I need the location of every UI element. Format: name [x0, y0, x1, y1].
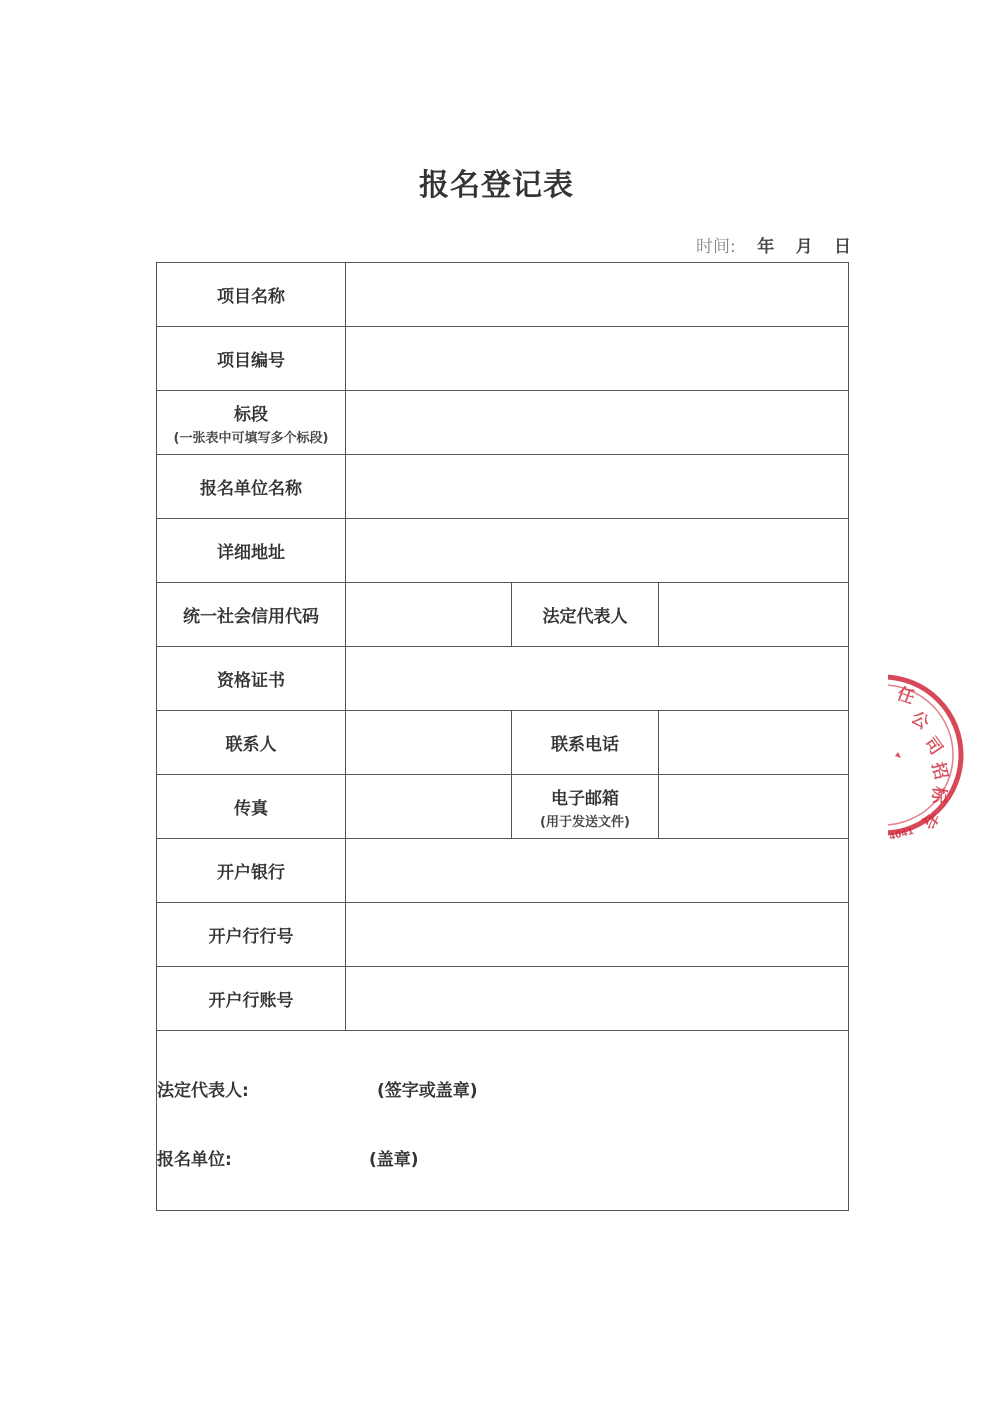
bank-account-field[interactable]	[346, 967, 849, 1031]
project-no-label: 项目编号	[157, 327, 346, 391]
project-no-field[interactable]	[346, 327, 849, 391]
row-signature	[157, 1031, 849, 1211]
row-fax	[157, 775, 849, 839]
phone-field[interactable]	[659, 711, 849, 775]
address-label: 详细地址	[157, 519, 346, 583]
legal-rep-label: 法定代表人	[512, 583, 659, 647]
address-field[interactable]	[346, 519, 849, 583]
email-label: 电子邮箱	[551, 788, 619, 809]
seal-star-mark	[895, 752, 901, 758]
bank-account-label: 开户行账号	[157, 967, 346, 1031]
phone-label: 联系电话	[512, 711, 659, 775]
qualification-field[interactable]	[346, 647, 849, 711]
row-project-no	[157, 327, 849, 391]
date-day: 日	[834, 237, 851, 257]
legal-rep-field[interactable]	[659, 583, 849, 647]
email-note: (用于发送文件)	[540, 814, 630, 830]
bank-label: 开户银行	[157, 839, 346, 903]
fax-label: 传真	[157, 775, 346, 839]
legal-rep-sign-label: 法定代表人:	[157, 1081, 249, 1101]
seal-ring	[888, 677, 961, 833]
seal-text-6: 专	[916, 807, 942, 832]
row-credit-code	[157, 583, 849, 647]
qualification-label: 资格证书	[157, 647, 346, 711]
project-name-field[interactable]	[346, 263, 849, 327]
unit-sign-line	[157, 1145, 419, 1170]
section-field[interactable]	[346, 391, 849, 455]
seal-text-1: 任	[894, 683, 918, 709]
seal-text-5: 标	[927, 785, 949, 805]
row-applicant-name	[157, 455, 849, 519]
applicant-name-field[interactable]	[346, 455, 849, 519]
signature-area[interactable]	[157, 1031, 849, 1211]
date-label: 时间:	[696, 237, 736, 257]
legal-rep-sign-line	[157, 1076, 478, 1101]
bank-field[interactable]	[346, 839, 849, 903]
row-bank	[157, 839, 849, 903]
row-project-name	[157, 263, 849, 327]
email-label-cell	[512, 775, 659, 839]
credit-code-field[interactable]	[346, 583, 512, 647]
unit-sign-label: 报名单位:	[157, 1150, 232, 1170]
company-seal	[888, 660, 993, 850]
bank-no-label: 开户行行号	[157, 903, 346, 967]
date-month: 月	[795, 237, 813, 257]
row-section	[157, 391, 849, 455]
date-line	[696, 232, 851, 257]
section-label-cell	[157, 391, 346, 455]
bank-no-field[interactable]	[346, 903, 849, 967]
seal-text-3: 司	[919, 733, 947, 759]
fax-field[interactable]	[346, 775, 512, 839]
project-name-label: 项目名称	[157, 263, 346, 327]
applicant-name-label: 报名单位名称	[157, 455, 346, 519]
row-bank-account	[157, 967, 849, 1031]
seal-text-2: 公	[907, 707, 933, 734]
unit-sign-hint: (盖章)	[369, 1150, 419, 1170]
contact-label: 联系人	[157, 711, 346, 775]
seal-number: 4041	[888, 826, 915, 843]
credit-code-label: 统一社会信用代码	[157, 583, 346, 647]
seal-inner-ring	[888, 685, 953, 825]
section-note: (一张表中可填写多个标段)	[173, 430, 329, 446]
row-bank-no	[157, 903, 849, 967]
row-qualification	[157, 647, 849, 711]
row-address	[157, 519, 849, 583]
section-label: 标段	[234, 404, 268, 425]
legal-rep-sign-hint: (签字或盖章)	[377, 1081, 478, 1101]
date-year: 年	[757, 237, 775, 257]
registration-form	[156, 262, 849, 1211]
seal-text-4: 招	[927, 760, 951, 782]
row-contact	[157, 711, 849, 775]
page-title: 报名登记表	[419, 168, 574, 203]
contact-field[interactable]	[346, 711, 512, 775]
email-field[interactable]	[659, 775, 849, 839]
